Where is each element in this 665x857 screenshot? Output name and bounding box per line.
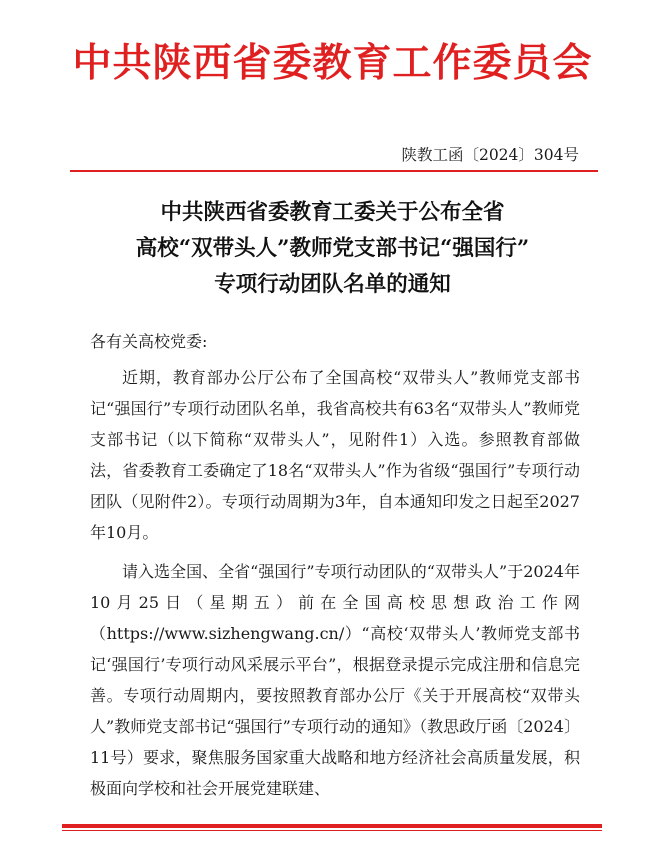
title-line-1: 中共陕西省委教育工委关于公布全省 <box>160 200 505 225</box>
issuing-organization-header: 中共陕西省委教育工作委员会 <box>72 40 593 86</box>
document-title <box>0 195 665 303</box>
title-line-3: 专项行动团队名单的通知 <box>214 272 451 297</box>
document-number: 陕教工函〔2024〕304号 <box>401 146 579 164</box>
salutation: 各有关高校党委: <box>90 332 208 351</box>
body-paragraph-1: 近期，教育部办公厅公布了全国高校“双带头人”教师党支部书记“强国行”专项行动团队名单，我省高校共有63名“双带头人”教师党支部书记（以下简称“双带头人”，见附件1）入选。参照教育部做法，省委教育工委确定了18名“双带头人”作为省级“强国行”专项行动团队（见附件2）。专项行动周期为3年，自本通知印发之日起至2027年10月。 <box>90 368 580 542</box>
red-divider-bottom <box>62 824 602 828</box>
title-line-2: 高校“双带头人”教师党支部书记“强国行” <box>135 236 530 261</box>
red-divider-top <box>70 170 598 172</box>
body-paragraph-2: 请入选全国、全省“强国行”专项行动团队的“双带头人”于2024年10月25日（星期五）前在全国高校思想政治工作网（https://www.sizhengwang.cn/）“高校‘双带头人’教师党支部书记‘强国行’专项行动风采展示平台”，根据登录提示完成注册和信息完善。专项行动周期内，要按照教育部办公厅《关于开展高校“双带头人”教师党支部书记“强国行”专项行动的通知》（教思政厅函〔2024〕11号）要求，聚焦服务国家重大战略和地方经济社会高质量发展，积极面向学校和社会开展党建联建、 <box>90 562 580 798</box>
document-body <box>90 362 580 812</box>
